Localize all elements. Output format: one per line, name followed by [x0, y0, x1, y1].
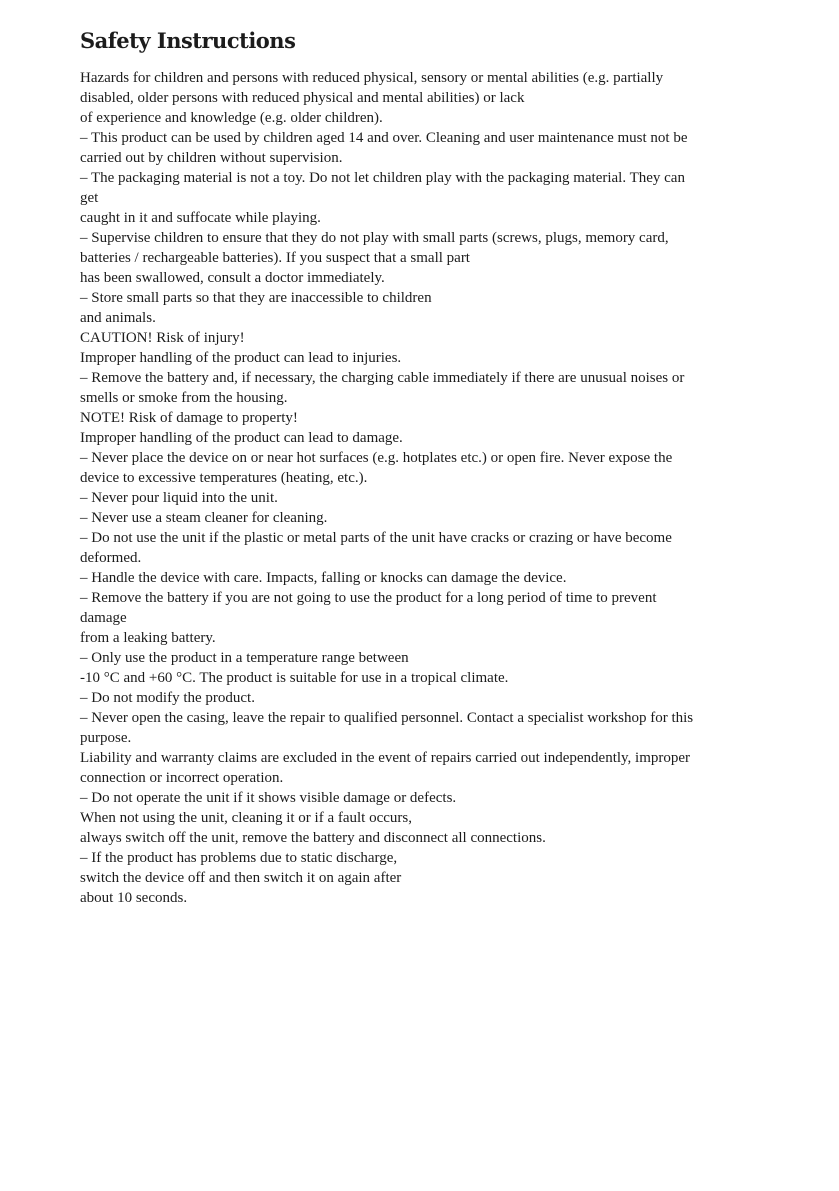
text-line: smells or smoke from the housing. — [80, 390, 288, 406]
text-line: – Never use a steam cleaner for cleaning. — [80, 510, 328, 526]
text-line: batteries / rechargeable batteries). If you suspect that a small part — [80, 250, 470, 266]
text-line: device to excessive temperatures (heating, etc.). — [80, 470, 368, 486]
document-body — [80, 68, 760, 908]
text-line: always switch off the unit, remove the battery and disconnect all connections. — [80, 830, 546, 846]
text-line: – If the product has problems due to static discharge, — [80, 850, 398, 866]
text-line: – Store small parts so that they are inaccessible to children — [80, 290, 432, 306]
text-line: disabled, older persons with reduced physical and mental abilities) or lack — [80, 90, 525, 106]
text-line: – Supervise children to ensure that they do not play with small parts (screws, plugs, memory card, — [80, 230, 669, 246]
text-line: Improper handling of the product can lead to injuries. — [80, 350, 402, 366]
text-line: – Do not use the unit if the plastic or metal parts of the unit have cracks or crazing or have become — [80, 530, 672, 546]
text-line: has been swallowed, consult a doctor immediately. — [80, 270, 385, 286]
text-line: – Do not operate the unit if it shows visible damage or defects. — [80, 790, 457, 806]
text-line: – Only use the product in a temperature range between — [80, 650, 409, 666]
text-line: and animals. — [80, 310, 156, 326]
text-line: – Never pour liquid into the unit. — [80, 490, 278, 506]
text-line: – This product can be used by children aged 14 and over. Cleaning and user maintenance must not be — [80, 130, 688, 146]
text-line: from a leaking battery. — [80, 630, 216, 646]
text-line: caught in it and suffocate while playing. — [80, 210, 321, 226]
text-line: get — [80, 190, 99, 206]
text-line: – Handle the device with care. Impacts, falling or knocks can damage the device. — [80, 570, 567, 586]
text-line: about 10 seconds. — [80, 890, 188, 906]
text-line: When not using the unit, cleaning it or if a fault occurs, — [80, 810, 412, 826]
text-line: – Remove the battery if you are not going to use the product for a long period of time to prevent — [80, 590, 657, 606]
text-line: – Never open the casing, leave the repair to qualified personnel. Contact a specialist workshop for this — [80, 710, 694, 726]
text-line: Improper handling of the product can lead to damage. — [80, 430, 403, 446]
text-line: CAUTION! Risk of injury! — [80, 330, 245, 346]
text-line: – Never place the device on or near hot surfaces (e.g. hotplates etc.) or open fire. Never expose the — [80, 450, 673, 466]
text-line: Liability and warranty claims are excluded in the event of repairs carried out independently, improper — [80, 750, 691, 766]
text-line: -10 °C and +60 °C. The product is suitable for use in a tropical climate. — [80, 670, 509, 686]
text-line: purpose. — [80, 730, 132, 746]
text-line: deformed. — [80, 550, 142, 566]
text-line: – The packaging material is not a toy. Do not let children play with the packaging material. They can — [80, 170, 685, 186]
text-line: – Do not modify the product. — [80, 690, 255, 706]
text-line: carried out by children without supervision. — [80, 150, 343, 166]
text-line: switch the device off and then switch it on again after — [80, 870, 402, 886]
page-title: Safety Instructions — [80, 28, 296, 53]
text-line: of experience and knowledge (e.g. older children). — [80, 110, 383, 126]
document-page — [80, 26, 760, 908]
text-line: – Remove the battery and, if necessary, the charging cable immediately if there are unusual noises or — [80, 370, 685, 386]
text-line: connection or incorrect operation. — [80, 770, 284, 786]
text-line: damage — [80, 610, 127, 626]
text-line: Hazards for children and persons with reduced physical, sensory or mental abilities (e.g. partially — [80, 70, 664, 86]
text-line: NOTE! Risk of damage to property! — [80, 410, 298, 426]
